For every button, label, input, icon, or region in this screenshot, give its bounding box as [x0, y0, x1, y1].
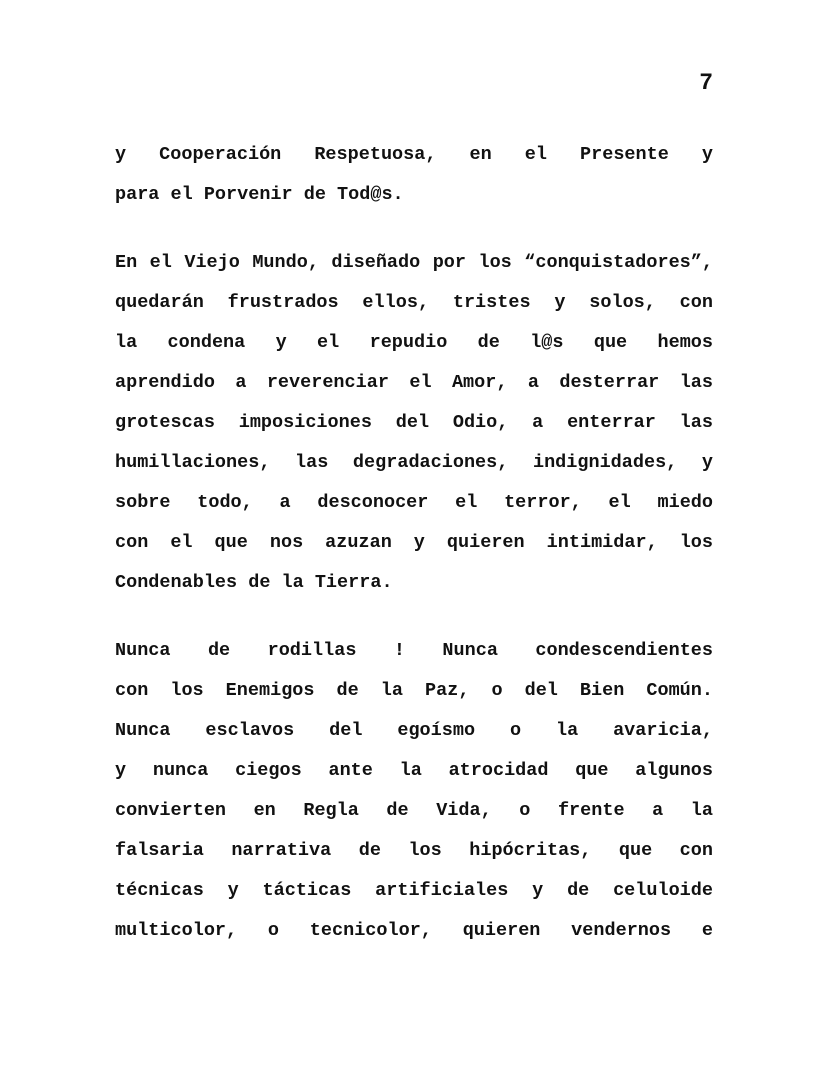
- text-line: grotescas imposiciones del Odio, a enterrar las: [115, 412, 713, 433]
- text-line: con los Enemigos de la Paz, o del Bien Común.: [115, 680, 713, 701]
- text-line: técnicas y tácticas artificiales y de celuloide: [115, 880, 713, 901]
- text-line: Nunca esclavos del egoísmo o la avaricia,: [115, 720, 713, 741]
- document-body: [115, 135, 713, 951]
- text-line: y nunca ciegos ante la atrocidad que algunos: [115, 760, 713, 781]
- text-line: sobre todo, a desconocer el terror, el miedo: [115, 492, 713, 513]
- paragraph-1: [115, 135, 713, 215]
- text-line: falsaria narrativa de los hipócritas, que con: [115, 840, 713, 861]
- page-number: 7: [699, 70, 713, 96]
- text-line: humillaciones, las degradaciones, indignidades, y: [115, 452, 713, 473]
- text-line: y Cooperación Respetuosa, en el Presente y: [115, 144, 713, 165]
- text-line: Condenables de la Tierra.: [115, 572, 393, 593]
- text-line: Nunca de rodillas ! Nunca condescendientes: [115, 640, 713, 661]
- text-line: En el Viejo Mundo, diseñado por los “conquistadores”,: [115, 252, 713, 273]
- paragraph-2: [115, 243, 713, 603]
- paragraph-3: [115, 631, 713, 951]
- text-line: para el Porvenir de Tod@s.: [115, 184, 404, 205]
- text-line: quedarán frustrados ellos, tristes y solos, con: [115, 292, 713, 313]
- text-line: convierten en Regla de Vida, o frente a la: [115, 800, 713, 821]
- text-line: aprendido a reverenciar el Amor, a desterrar las: [115, 372, 713, 393]
- text-line: multicolor, o tecnicolor, quieren vendernos e: [115, 920, 713, 941]
- text-line: con el que nos azuzan y quieren intimidar, los: [115, 532, 713, 553]
- text-line: la condena y el repudio de l@s que hemos: [115, 332, 713, 353]
